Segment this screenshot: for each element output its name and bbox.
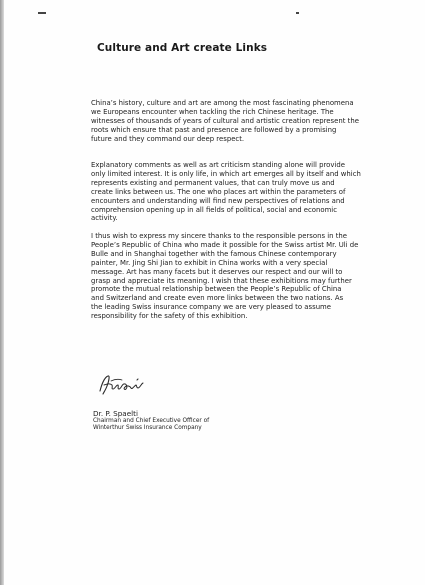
paragraph [91, 232, 389, 321]
text-line: activity. [91, 214, 118, 223]
signer-block [93, 409, 209, 433]
text-line: People’s Republic of China who made it possible for the Swiss artist Mr. Uli de [91, 240, 359, 249]
text-line: Bulle and in Shanghai together with the famous Chinese contemporary [91, 249, 337, 258]
paragraph [91, 99, 389, 144]
text-line: encounters and understanding will find new perspectives of relations and [91, 196, 345, 205]
signer-name: Dr. P. Spaelti [93, 409, 138, 418]
text-line: witnesses of thousands of years of cultural and artistic creation represent the [91, 116, 359, 125]
text-line: China’s history, culture and art are among the most fascinating phenomena [91, 99, 354, 107]
text-line: future and they command our deep respect. [91, 134, 245, 143]
text-line: grasp and appreciate its meaning. I wish that these exhibitions may further [91, 276, 352, 285]
text-line: comprehension opening up in all fields of political, social and economic [91, 205, 338, 214]
signer-company: Winterthur Swiss Insurance Company [93, 425, 202, 432]
paragraph [91, 161, 389, 223]
text-line: represents existing and permanent values, that can truly move us and [91, 178, 335, 187]
text-line: I thus wish to express my sincere thanks to the responsible persons in the [91, 232, 348, 240]
handwritten-signature [97, 373, 149, 397]
text-line: only limited interest. It is only life, in which art emerges all by itself and which [91, 169, 361, 178]
text-line: message. Art has many facets but it deserves our respect and our will to [91, 267, 343, 276]
scan-mark [38, 12, 46, 14]
scan-edge-shadow [0, 0, 4, 585]
text-line: promote the mutual relationship between the People’s Republic of China [91, 285, 342, 294]
text-line: roots which ensure that past and presence are followed by a promising [91, 125, 337, 134]
document-title: Culture and Art create Links [97, 42, 268, 54]
text-line: Explanatory comments as well as art criticism standing alone will provide [91, 161, 345, 169]
scan-mark [296, 12, 299, 14]
text-line: we Europeans encounter when tackling the rich Chinese heritage. The [91, 107, 334, 116]
text-line: painter, Mr. Jing Shi Jian to exhibit in China works with a very special [91, 258, 328, 267]
signer-role: Chairman and Chief Executive Officer of [93, 418, 210, 424]
text-line: responsibility for the safety of this exhibition. [91, 312, 248, 321]
text-line: create links between us. The one who places art within the parameters of [91, 187, 346, 196]
text-line: the leading Swiss insurance company we are very pleased to assume [91, 303, 332, 312]
text-line: and Switzerland and create even more links between the two nations. As [91, 294, 344, 303]
